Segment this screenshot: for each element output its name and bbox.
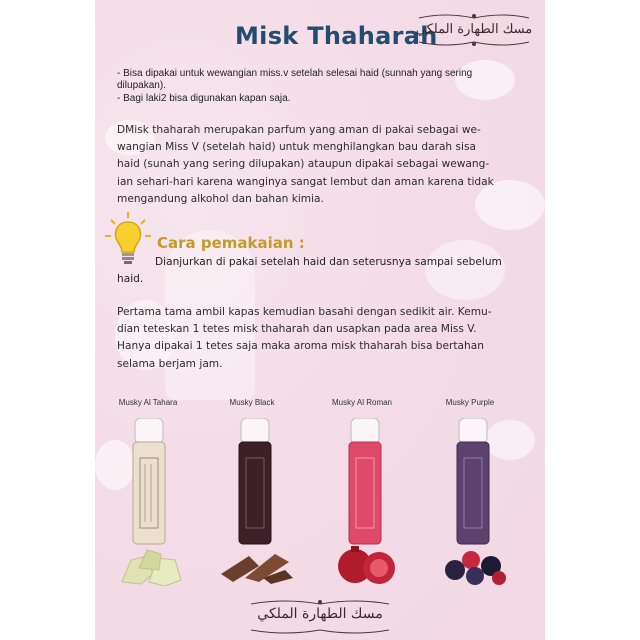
petal-decoration	[425, 240, 505, 300]
bottle-roman-icon	[347, 418, 383, 546]
petal-decoration	[95, 440, 135, 490]
wood-chips-icon	[219, 548, 295, 584]
bullet-line: - Bagi laki2 bisa digunakan kapan saja.	[117, 93, 291, 104]
petal-decoration	[455, 60, 515, 100]
usage-line: haid.	[117, 273, 144, 285]
product-label: Musky Purple	[445, 398, 495, 407]
page-title: Misk Thaharah	[235, 22, 438, 50]
product-label: Musky Al Roman	[331, 398, 393, 407]
lightbulb-icon	[103, 210, 153, 266]
steps-paragraph: Pertama tama ambil kapas kemudian basahi dengan sedikit air. Kemu- dian teteskan 1 tetes misk thaharah dan usapkan pada area Miss V. Hanya dipakai 1 tetes saja maka aroma misk thaharah bisa bertahan selama berjam jam.	[117, 306, 492, 370]
flyer-page	[95, 0, 545, 640]
bottle-tahara-icon	[131, 418, 167, 546]
bullet-line: dilupakan).	[117, 80, 166, 91]
usage-line: Dianjurkan di pakai setelah haid dan seterusnya sampai sebelum	[155, 256, 502, 268]
pomegranate-icon	[333, 540, 401, 586]
bottle-black-icon	[237, 418, 273, 546]
brand-logo	[415, 12, 533, 46]
bottle-purple-icon	[455, 418, 491, 546]
product-label: Musky Al Tahara	[118, 398, 178, 407]
footer-logo-text: مسك الطهارة الملكي	[257, 606, 383, 622]
description-paragraph: DMisk thaharah merupakan parfum yang aman di pakai sebagai we- wangian Miss V (setelah haid) untuk menghilangkan bau darah sisa haid (sunah yang sering dilupakan) ataupun dipakai sebagai wewang- ian sehari-hari karena wanginya sangat lembut dan aman karena tidak mengandung alkohol dan bahan kimia.	[117, 124, 494, 205]
petal-decoration	[485, 420, 535, 460]
crystal-icon	[117, 546, 187, 586]
product-label: Musky Black	[229, 398, 275, 407]
berries-icon	[441, 542, 511, 586]
footer-logo	[245, 598, 395, 634]
usage-heading: Cara pemakaian :	[157, 234, 305, 252]
bullet-line: - Bisa dipakai untuk wewangian miss.v setelah selesai haid (sunnah yang sering	[117, 68, 473, 79]
brand-logo-text: مسك الطهارة الملكي	[415, 22, 533, 37]
